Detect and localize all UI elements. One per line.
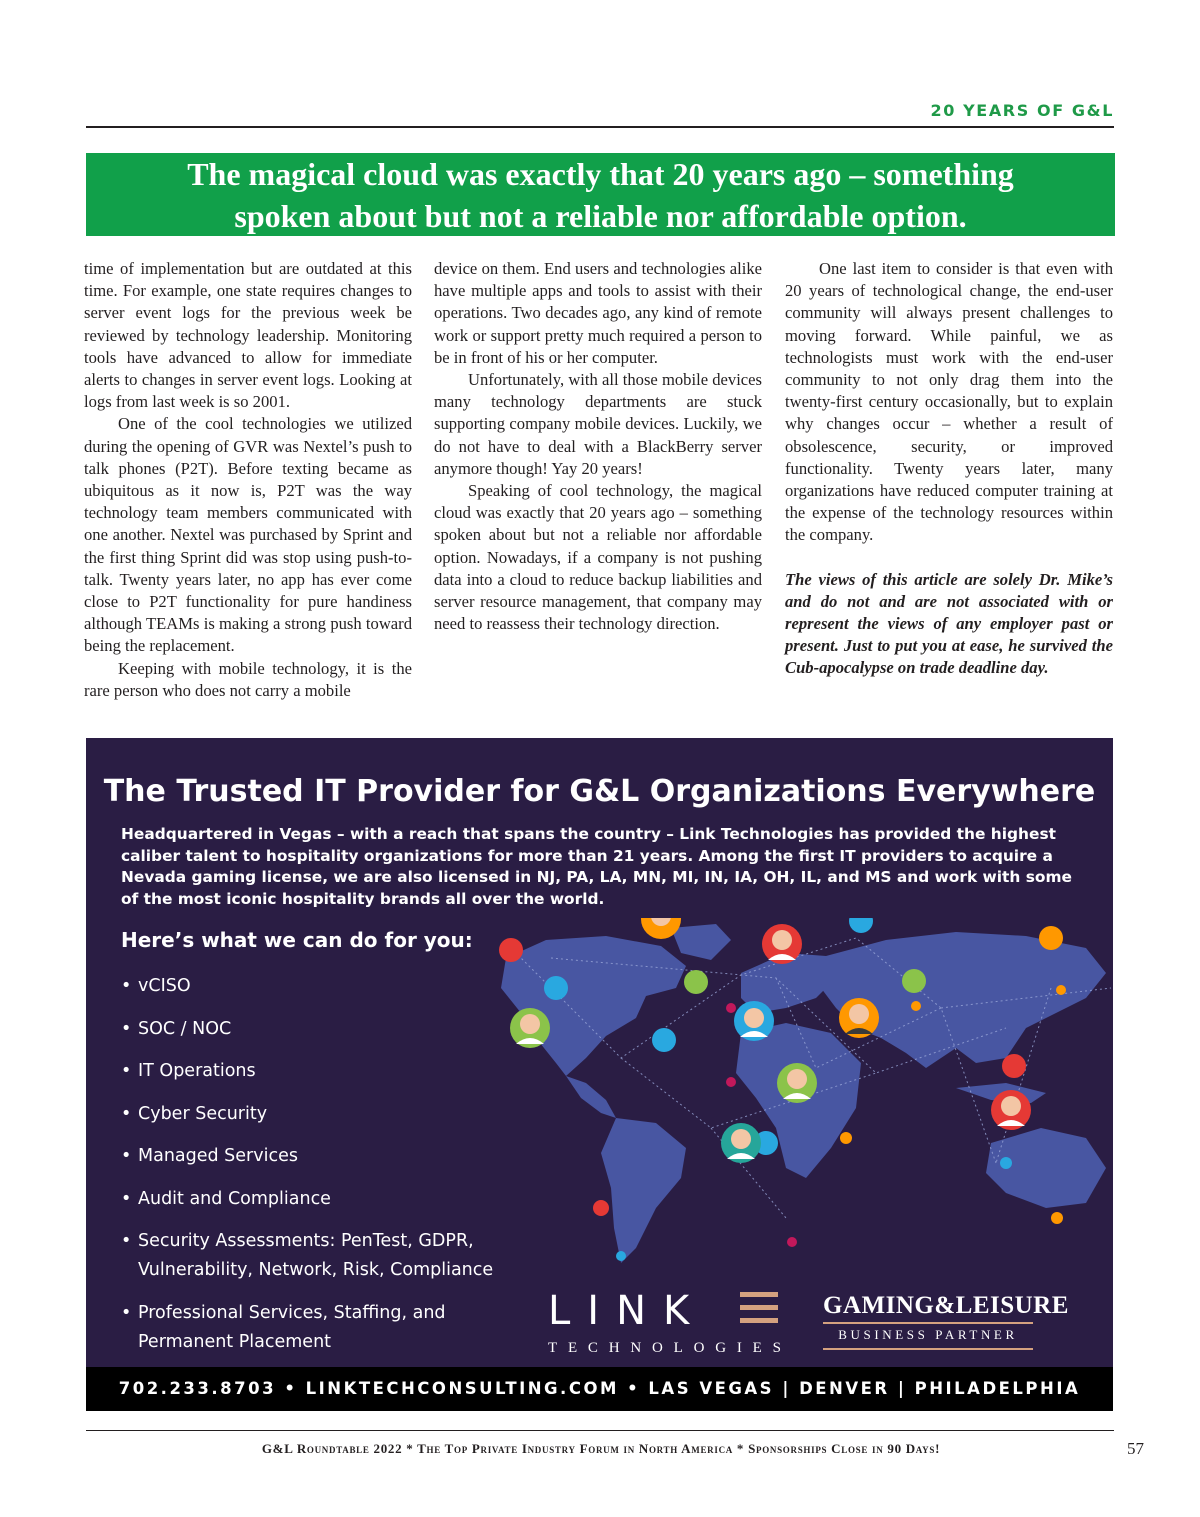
- article-column-3: [785, 258, 1113, 680]
- paragraph: time of implementation but are outdated at this time. For example, one state requires changes to server event logs for the previous week be reviewed by technology leadership. Monitoring tools have advanced to allow for immediate alerts to changes in server event logs. Looking at logs from last week is so 2001.: [84, 259, 412, 412]
- service-item: • Professional Services, Staffing, and Permanent Placement: [121, 1299, 501, 1357]
- service-item: • Security Assessments: PenTest, GDPR, Vulnerability, Network, Risk, Compliance: [121, 1227, 501, 1285]
- paragraph: Keeping with mobile technology, it is the rare person who does not carry a mobile: [84, 658, 412, 700]
- world-map-illustration: [486, 918, 1113, 1278]
- paragraph: Speaking of cool technology, the magical cloud was exactly that 20 years ago – something spoken about but not a reliable nor affordable option. Nowadays, if a company is not pushing data into a cloud to reduce backup liabilities and server resource management, that company may need to reassess their technology direction.: [434, 481, 762, 634]
- paragraph: device on them. End users and technologies alike have multiple apps and tools to assist with their operations. Two decades ago, any kind of remote work or support pretty much required a person to be in front of his or her computer.: [434, 259, 762, 367]
- service-item: • Audit and Compliance: [121, 1185, 501, 1214]
- paragraph: Unfortunately, with all those mobile devices many technology departments are stuck supporting company mobile devices. Luckily, we do not have to deal with a BlackBerry server anymore though! Yay 20 years!: [434, 370, 762, 478]
- service-item: • Managed Services: [121, 1142, 501, 1171]
- service-item: • IT Operations: [121, 1057, 501, 1086]
- article-column-2: [434, 258, 762, 635]
- partner-subtitle: BUSINESS PARTNER: [838, 1327, 1018, 1342]
- partner-title: GAMING&LEISURE: [823, 1292, 1069, 1319]
- page-footer: G&L Roundtable 2022 * The Top Private Industry Forum in North America * Sponsorships Close in 90 Days!: [261, 1441, 941, 1456]
- logo-wordmark: LINK: [548, 1288, 707, 1334]
- services-list: [121, 972, 501, 1370]
- ad-title: The Trusted IT Provider for G&L Organizations Everywhere: [103, 774, 1096, 809]
- pullquote-line-2: spoken about but not a reliable nor affordable option.: [234, 198, 967, 234]
- ad-contact-bar: 702.233.8703 • LINKTECHCONSULTING.COM • LAS VEGAS | DENVER | PHILADELPHIA: [86, 1367, 1113, 1411]
- author-disclaimer: The views of this article are solely Dr. Mike’s and do not and are not associated with or represent the views of any employer past or present. Just to put you at ease, he survived the Cub-apocalypse on trade deadline day.: [785, 569, 1113, 678]
- paragraph: One of the cool technologies we utilized during the opening of GVR was Nextel’s push to talk phones (P2T). Before texting became as ubiquitous as it now is, P2T was the way technology team members communicated with one another. Nextel was purchased by Sprint and the first thing Sprint did was stop using push-to-talk. Twenty years later, no app has ever come close to P2T functionality for pure handiness although TEAMs is making a strong push toward being the replacement.: [84, 414, 412, 656]
- link-technologies-logo: [548, 1288, 792, 1357]
- paragraph: One last item to consider is that even with 20 years of technological change, the end-user community will always present challenges to moving forward. While painful, we as technologists must work with the end-user community to not only drag them into the twenty-first century occasionally, but to explain why changes occur – whether a result of obsolescence, security, or improved functionality. Twenty years later, many organizations have reduced computer training at the expense of the technology resources within the company.: [785, 259, 1113, 545]
- pullquote-line-1: The magical cloud was exactly that 20 years ago – something: [187, 156, 1014, 192]
- section-label: 20 YEARS OF G&L: [930, 101, 1114, 120]
- service-item: • Cyber Security: [121, 1100, 501, 1129]
- ad-subheading: Here’s what we can do for you:: [121, 928, 473, 952]
- page-number: 57: [1127, 1439, 1144, 1458]
- service-item: • SOC / NOC: [121, 1015, 501, 1044]
- header-rule: [86, 126, 1114, 128]
- service-item: • vCISO: [121, 972, 501, 1001]
- footer-rule: [86, 1430, 1114, 1431]
- article-column-1: [84, 258, 412, 702]
- gaming-leisure-partner-badge: [823, 1292, 1069, 1350]
- logo-subtitle: TECHNOLOGIES: [548, 1340, 792, 1356]
- pullquote: [86, 153, 1115, 236]
- ad-intro: Headquartered in Vegas – with a reach that spans the country – Link Technologies has provided the highest caliber talent to hospitality organizations for more than 21 years. Among the first IT providers to acquire a Nevada gaming license, we are also licensed in NJ, PA, LA, MN, MI, IN, IA, OH, IL, and MS and work with some of the most iconic hospitality brands all over the world.: [121, 825, 1072, 908]
- advertisement: [86, 738, 1113, 1411]
- logo-bars-icon: [740, 1292, 778, 1331]
